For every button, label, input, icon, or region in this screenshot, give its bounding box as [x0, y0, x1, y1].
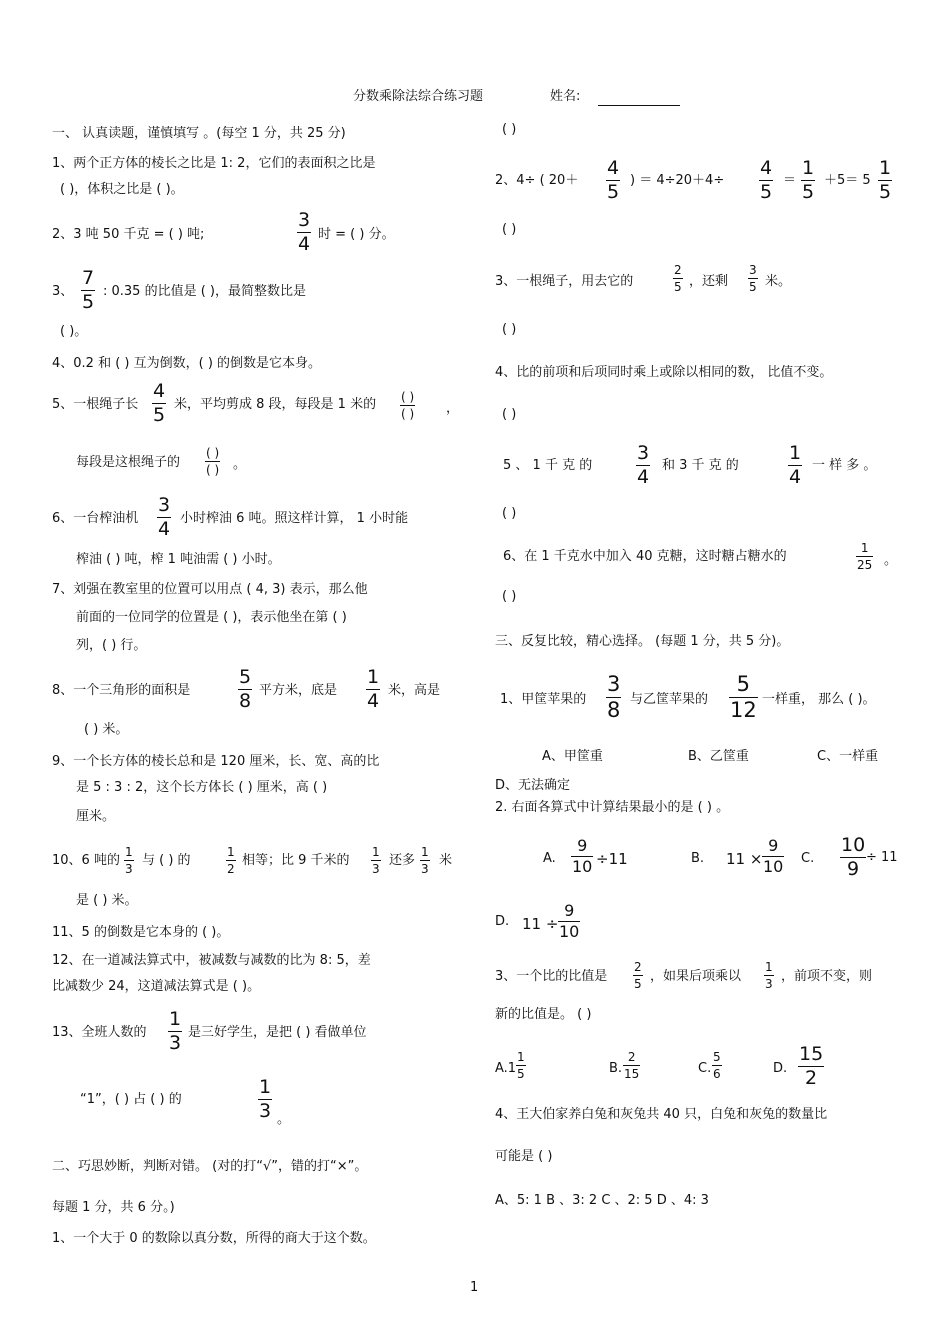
choice-2-option-d[interactable]: D.	[495, 914, 510, 929]
numerator: 3	[749, 263, 757, 277]
section-3-heading: 三、反复比较，精心选择。 (每题 1 分，共 5 分)。	[495, 634, 790, 649]
fraction-bar	[205, 461, 220, 462]
q9-line1: 9、一个长方体的棱长总和是 120 厘米，长、宽、高的比	[52, 754, 380, 769]
denominator: 3	[372, 862, 380, 876]
numerator: 3	[158, 494, 171, 516]
judge-3-text-3: 米。	[765, 274, 792, 289]
denominator: 6	[713, 1067, 721, 1081]
denominator: 4	[637, 466, 650, 488]
numerator: 1	[372, 845, 380, 859]
judge-2-text-3: ＋5＝ 5	[824, 173, 871, 188]
q8-text-3: 米，高是	[388, 683, 441, 698]
choice-1-option-d[interactable]: D、无法确定	[495, 778, 571, 793]
q3-text-2: ( )。	[60, 324, 88, 339]
fraction-15-2	[798, 1045, 824, 1088]
numerator: 15	[799, 1043, 824, 1065]
q8-text-4: ( ) 米。	[84, 722, 129, 737]
denominator: 10	[763, 857, 784, 876]
denominator: 9	[847, 858, 860, 880]
numerator: 1	[802, 157, 815, 179]
choice-3-option-a[interactable]: A.1	[495, 1061, 517, 1076]
denominator: 5	[674, 280, 682, 294]
judge-2-equals: ＝	[783, 173, 797, 188]
numerator: 2	[634, 960, 642, 974]
page-number: 1	[470, 1280, 479, 1295]
choice-1-text: 1、甲筐苹果的	[500, 692, 587, 707]
q1-line1: 1、两个正方体的棱长之比是 1: 2，它们的表面积之比是	[52, 156, 376, 171]
judge-5-text-2: 和 3 千 克 的	[662, 458, 739, 473]
numerator: 1	[125, 845, 133, 859]
fraction-5-12	[729, 674, 758, 721]
fraction-bar	[712, 1065, 722, 1066]
q8-text-2: 平方米，底是	[259, 683, 338, 698]
q12-line2: 比减数少 24，这道减法算式是 ( )。	[52, 979, 261, 994]
numerator: 5	[239, 666, 252, 688]
choice-1-text-2: 与乙筐苹果的	[630, 692, 709, 707]
q6-text: 6、一台榨油机	[52, 511, 139, 526]
q13-text-2: 是三好学生，是把 ( ) 看做单位	[188, 1025, 367, 1040]
choice-4-text: 4、王大伯家养白兔和灰兔共 40 只，白兔和灰兔的数量比	[495, 1107, 828, 1122]
q7-line1: 7、刘强在教室里的位置可以用点 ( 4, 3) 表示，那么他	[52, 582, 368, 597]
section-2-heading: 二、巧思妙断，判断对错。 (对的打“√”，错的打“×”。	[52, 1159, 368, 1174]
fraction-4-5-c	[759, 159, 773, 202]
judge-4-paren[interactable]: ( )	[502, 407, 517, 422]
judge-6-end: 。	[884, 553, 898, 568]
fraction-10-9	[840, 836, 866, 879]
fraction-bar	[124, 860, 134, 861]
denominator: 5	[153, 404, 166, 426]
numerator: 9	[577, 836, 588, 855]
fraction-1-5-c	[516, 1051, 526, 1080]
page-title: 分数乘除法综合练习题	[353, 89, 484, 104]
q5-text-2: 米，平均剪成 8 段，每段是 1 米的	[174, 397, 377, 412]
choice-1-option-a[interactable]: A、甲筐重	[542, 749, 603, 764]
judge-2-text: 2、4÷ ( 20＋	[495, 173, 579, 188]
numerator: 1	[879, 157, 892, 179]
choice-3-text-4: 新的比值是。 ( )	[495, 1007, 592, 1022]
choice-4-text-2: 可能是 ( )	[495, 1149, 553, 1164]
q5-comma: ，	[446, 401, 460, 416]
q10-text-6: 是 ( ) 米。	[76, 893, 138, 908]
fraction-5-8	[238, 668, 252, 711]
fraction-1-4	[366, 668, 380, 711]
choice-3-text-3: ，前项不变，则	[781, 969, 873, 984]
q3-text: : 0.35 的比值是 ( )，最简整数比是	[103, 284, 306, 299]
q6-text-2: 小时榨油 6 吨。照这样计算， 1 小时能	[180, 511, 409, 526]
q8-text: 8、一个三角形的面积是	[52, 683, 191, 698]
judge-6-paren[interactable]: ( )	[502, 589, 517, 604]
numerator: 1	[367, 666, 380, 688]
denominator: 8	[607, 698, 621, 722]
name-label: 姓名:	[550, 89, 581, 104]
fraction-1-3-b	[371, 846, 381, 875]
numerator: 5	[736, 672, 751, 696]
q5-text-3: 每段是这根绳子的	[76, 455, 181, 470]
choice-4-options: A、5: 1 B 、3: 2 C 、2: 5 D 、4: 3	[495, 1193, 709, 1208]
fraction-1-5-b	[878, 159, 892, 202]
choice-2-text: 2. 右面各算式中计算结果最小的是 ( ) 。	[495, 800, 730, 815]
choice-3-option-d[interactable]: D.	[773, 1061, 788, 1076]
q9-line2: 是 5 : 3 : 2，这个长方体长 ( ) 厘米，高 ( )	[76, 780, 328, 795]
fraction-paren	[400, 391, 415, 420]
numerator: 4	[760, 157, 773, 179]
numerator: 1	[227, 845, 235, 859]
q10-text-5: 米	[439, 853, 453, 868]
fraction-bar	[856, 556, 873, 557]
q11-text: 11、5 的倒数是它本身的 ( )。	[52, 925, 230, 940]
choice-2-d-op: 11 ÷	[522, 915, 559, 933]
fraction-bar	[516, 1065, 526, 1066]
fraction-2-5-b	[633, 961, 643, 990]
judge-1: 1、一个大于 0 的数除以真分数，所得的商大于这个数。	[52, 1231, 376, 1246]
fraction-1-3	[124, 846, 134, 875]
denominator: 15	[624, 1067, 640, 1081]
fraction-bar	[226, 860, 236, 861]
denominator: ( )	[401, 407, 415, 421]
denominator: 4	[298, 233, 311, 255]
denominator: 2	[805, 1067, 818, 1089]
denominator: 12	[730, 698, 757, 722]
q4-text: 4、0.2 和 ( ) 互为倒数，( ) 的倒数是它本身。	[52, 356, 322, 371]
denominator: 3	[259, 1100, 272, 1122]
choice-1-text-3: 一样重， 那么 ( )。	[762, 692, 876, 707]
name-blank[interactable]	[598, 105, 680, 106]
fraction-bar	[371, 860, 381, 861]
judge-2-text-2: ) ＝ 4÷20＋4÷	[630, 173, 725, 188]
fraction-9-10	[571, 838, 593, 875]
judge-5-text-3: 一 样 多 。	[812, 458, 877, 473]
fraction-2-15	[623, 1051, 640, 1080]
numerator: 1	[789, 442, 802, 464]
denominator: 8	[239, 690, 252, 712]
numerator: 1	[765, 960, 773, 974]
fraction-1-3-c	[420, 846, 430, 875]
fraction-4-5	[152, 382, 166, 425]
fraction-1-2	[226, 846, 236, 875]
choice-3-option-b[interactable]: B.	[609, 1061, 623, 1076]
denominator: 5	[634, 977, 642, 991]
fraction-bar	[420, 860, 430, 861]
judge-5-paren[interactable]: ( )	[502, 506, 517, 521]
choice-2-b-op: 11 ×	[726, 850, 763, 868]
numerator: 7	[82, 267, 95, 289]
numerator: 1	[259, 1076, 272, 1098]
fraction-bar	[764, 975, 774, 976]
numerator: 4	[153, 380, 166, 402]
judge-3-text: 3、一根绳子，用去它的	[495, 274, 634, 289]
q2-text: 2、3 吨 50 千克 = ( ) 吨;	[52, 227, 205, 242]
section-2-heading-2: 每题 1 分，共 6 分。)	[52, 1200, 175, 1215]
fraction-1-4-b	[788, 444, 802, 487]
numerator: 10	[841, 834, 866, 856]
q13-text: 13、全班人数的	[52, 1025, 147, 1040]
fraction-bar	[633, 975, 643, 976]
denominator: 4	[367, 690, 380, 712]
denominator: 10	[559, 922, 580, 941]
numerator: 1	[860, 541, 869, 555]
q7-line3: 列，( ) 行。	[76, 638, 147, 653]
denominator: 5	[749, 280, 757, 294]
denominator: 4	[789, 466, 802, 488]
choice-1-option-b[interactable]: B、乙筐重	[688, 749, 749, 764]
fraction-paren-2	[205, 447, 220, 476]
numerator: 5	[713, 1050, 721, 1064]
numerator: 3	[637, 442, 650, 464]
q1-line2: ( )，体积之比是 ( )。	[60, 182, 184, 197]
choice-3-text-2: ，如果后项乘以	[650, 969, 742, 984]
fraction-3-8	[606, 674, 621, 721]
denominator: 4	[158, 518, 171, 540]
fraction-3-4-c	[636, 444, 650, 487]
q5-text: 5、一根绳子长	[52, 397, 139, 412]
fraction-bar	[673, 278, 683, 279]
numerator: 2	[674, 263, 682, 277]
fraction-3-5	[748, 264, 758, 293]
judge-3-paren[interactable]: ( )	[502, 322, 517, 337]
choice-3-option-c[interactable]: C.	[698, 1061, 712, 1076]
q6-text-3: 榨油 ( ) 吨，榨 1 吨油需 ( ) 小时。	[76, 552, 281, 567]
denominator: 3	[765, 977, 773, 991]
choice-3-text: 3、一个比的比值是	[495, 969, 608, 984]
judge-4-text: 4、比的前项和后项同时乘上或除以相同的数， 比值不变。	[495, 365, 833, 380]
numerator: 1	[517, 1050, 525, 1064]
numerator: 3	[607, 672, 621, 696]
denominator: 3	[125, 862, 133, 876]
fraction-1-3-big-b	[258, 1078, 272, 1121]
judge-6-text: 6、在 1 千克水中加入 40 克糖，这时糖占糖水的	[503, 549, 787, 564]
q10-text-4: 还多	[389, 853, 416, 868]
denominator: 5	[82, 291, 95, 313]
numerator: 9	[768, 836, 779, 855]
judge-2-paren[interactable]: ( )	[502, 222, 517, 237]
fraction-bar	[400, 405, 415, 406]
numerator: 1	[169, 1008, 182, 1030]
choice-2-c-op: ÷ 11	[866, 850, 898, 865]
fraction-1-25	[856, 542, 873, 571]
denominator: 5	[802, 181, 815, 203]
fraction-1-3-d	[764, 961, 774, 990]
fraction-2-5	[673, 264, 683, 293]
fraction-7-5	[81, 269, 95, 312]
q9-line3: 厘米。	[76, 809, 116, 824]
q2-text-2: 时 = ( ) 分。	[318, 227, 395, 242]
fraction-bar	[748, 278, 758, 279]
q10-text-3: 相等；比 9 千米的	[242, 853, 350, 868]
denominator: 5	[607, 181, 620, 203]
denominator: 3	[169, 1032, 182, 1054]
numerator: 1	[421, 845, 429, 859]
q3-number: 3、	[52, 284, 74, 299]
q10-text-2: 与 ( ) 的	[142, 853, 191, 868]
q13-end: 。	[277, 1112, 291, 1127]
q10-text: 10、6 吨的	[52, 853, 120, 868]
denominator: 5	[517, 1067, 525, 1081]
choice-2-option-a[interactable]: A.	[543, 851, 556, 866]
fraction-3-4	[297, 211, 311, 254]
denominator: ( )	[206, 463, 220, 477]
fraction-bar	[623, 1065, 640, 1066]
denominator: 5	[760, 181, 773, 203]
denominator: 3	[421, 862, 429, 876]
choice-2-a-op: ÷11	[596, 850, 628, 868]
numerator: 3	[298, 209, 311, 231]
judge-5-text: 5 、 1 千 克 的	[503, 458, 593, 473]
fraction-1-5	[801, 159, 815, 202]
judge-3-text-2: ，还剩	[689, 274, 729, 289]
numerator: 9	[564, 901, 575, 920]
fraction-1-3-big	[168, 1010, 182, 1053]
fraction-5-6	[712, 1051, 722, 1080]
fraction-3-4-b	[157, 496, 171, 539]
choice-2-option-b[interactable]: B.	[691, 851, 705, 866]
choice-2-option-c[interactable]: C.	[801, 851, 815, 866]
choice-1-option-c[interactable]: C、一样重	[817, 749, 879, 764]
fraction-9-10-b	[762, 838, 784, 875]
denominator: 2	[227, 862, 235, 876]
numerator: ( )	[401, 390, 415, 404]
q12-line1: 12、在一道减法算式中，被减数与减数的比为 8: 5，差	[52, 953, 371, 968]
fraction-9-10-c	[558, 903, 580, 940]
q7-line2: 前面的一位同学的位置是 ( )，表示他坐在第 ( )	[76, 610, 347, 625]
numerator: ( )	[206, 446, 220, 460]
q13-text-3: “1”，( ) 占 ( ) 的	[80, 1092, 182, 1107]
section-1-heading: 一、 认真读题，谨慎填写 。(每空 1 分，共 25 分)	[52, 126, 346, 141]
numerator: 2	[627, 1050, 636, 1064]
denominator: 5	[879, 181, 892, 203]
denominator: 10	[572, 857, 593, 876]
q5-end: 。	[233, 457, 247, 472]
denominator: 25	[857, 558, 873, 572]
fraction-4-5-b	[606, 159, 620, 202]
numerator: 4	[607, 157, 620, 179]
judge-1-paren[interactable]: ( )	[502, 122, 517, 137]
